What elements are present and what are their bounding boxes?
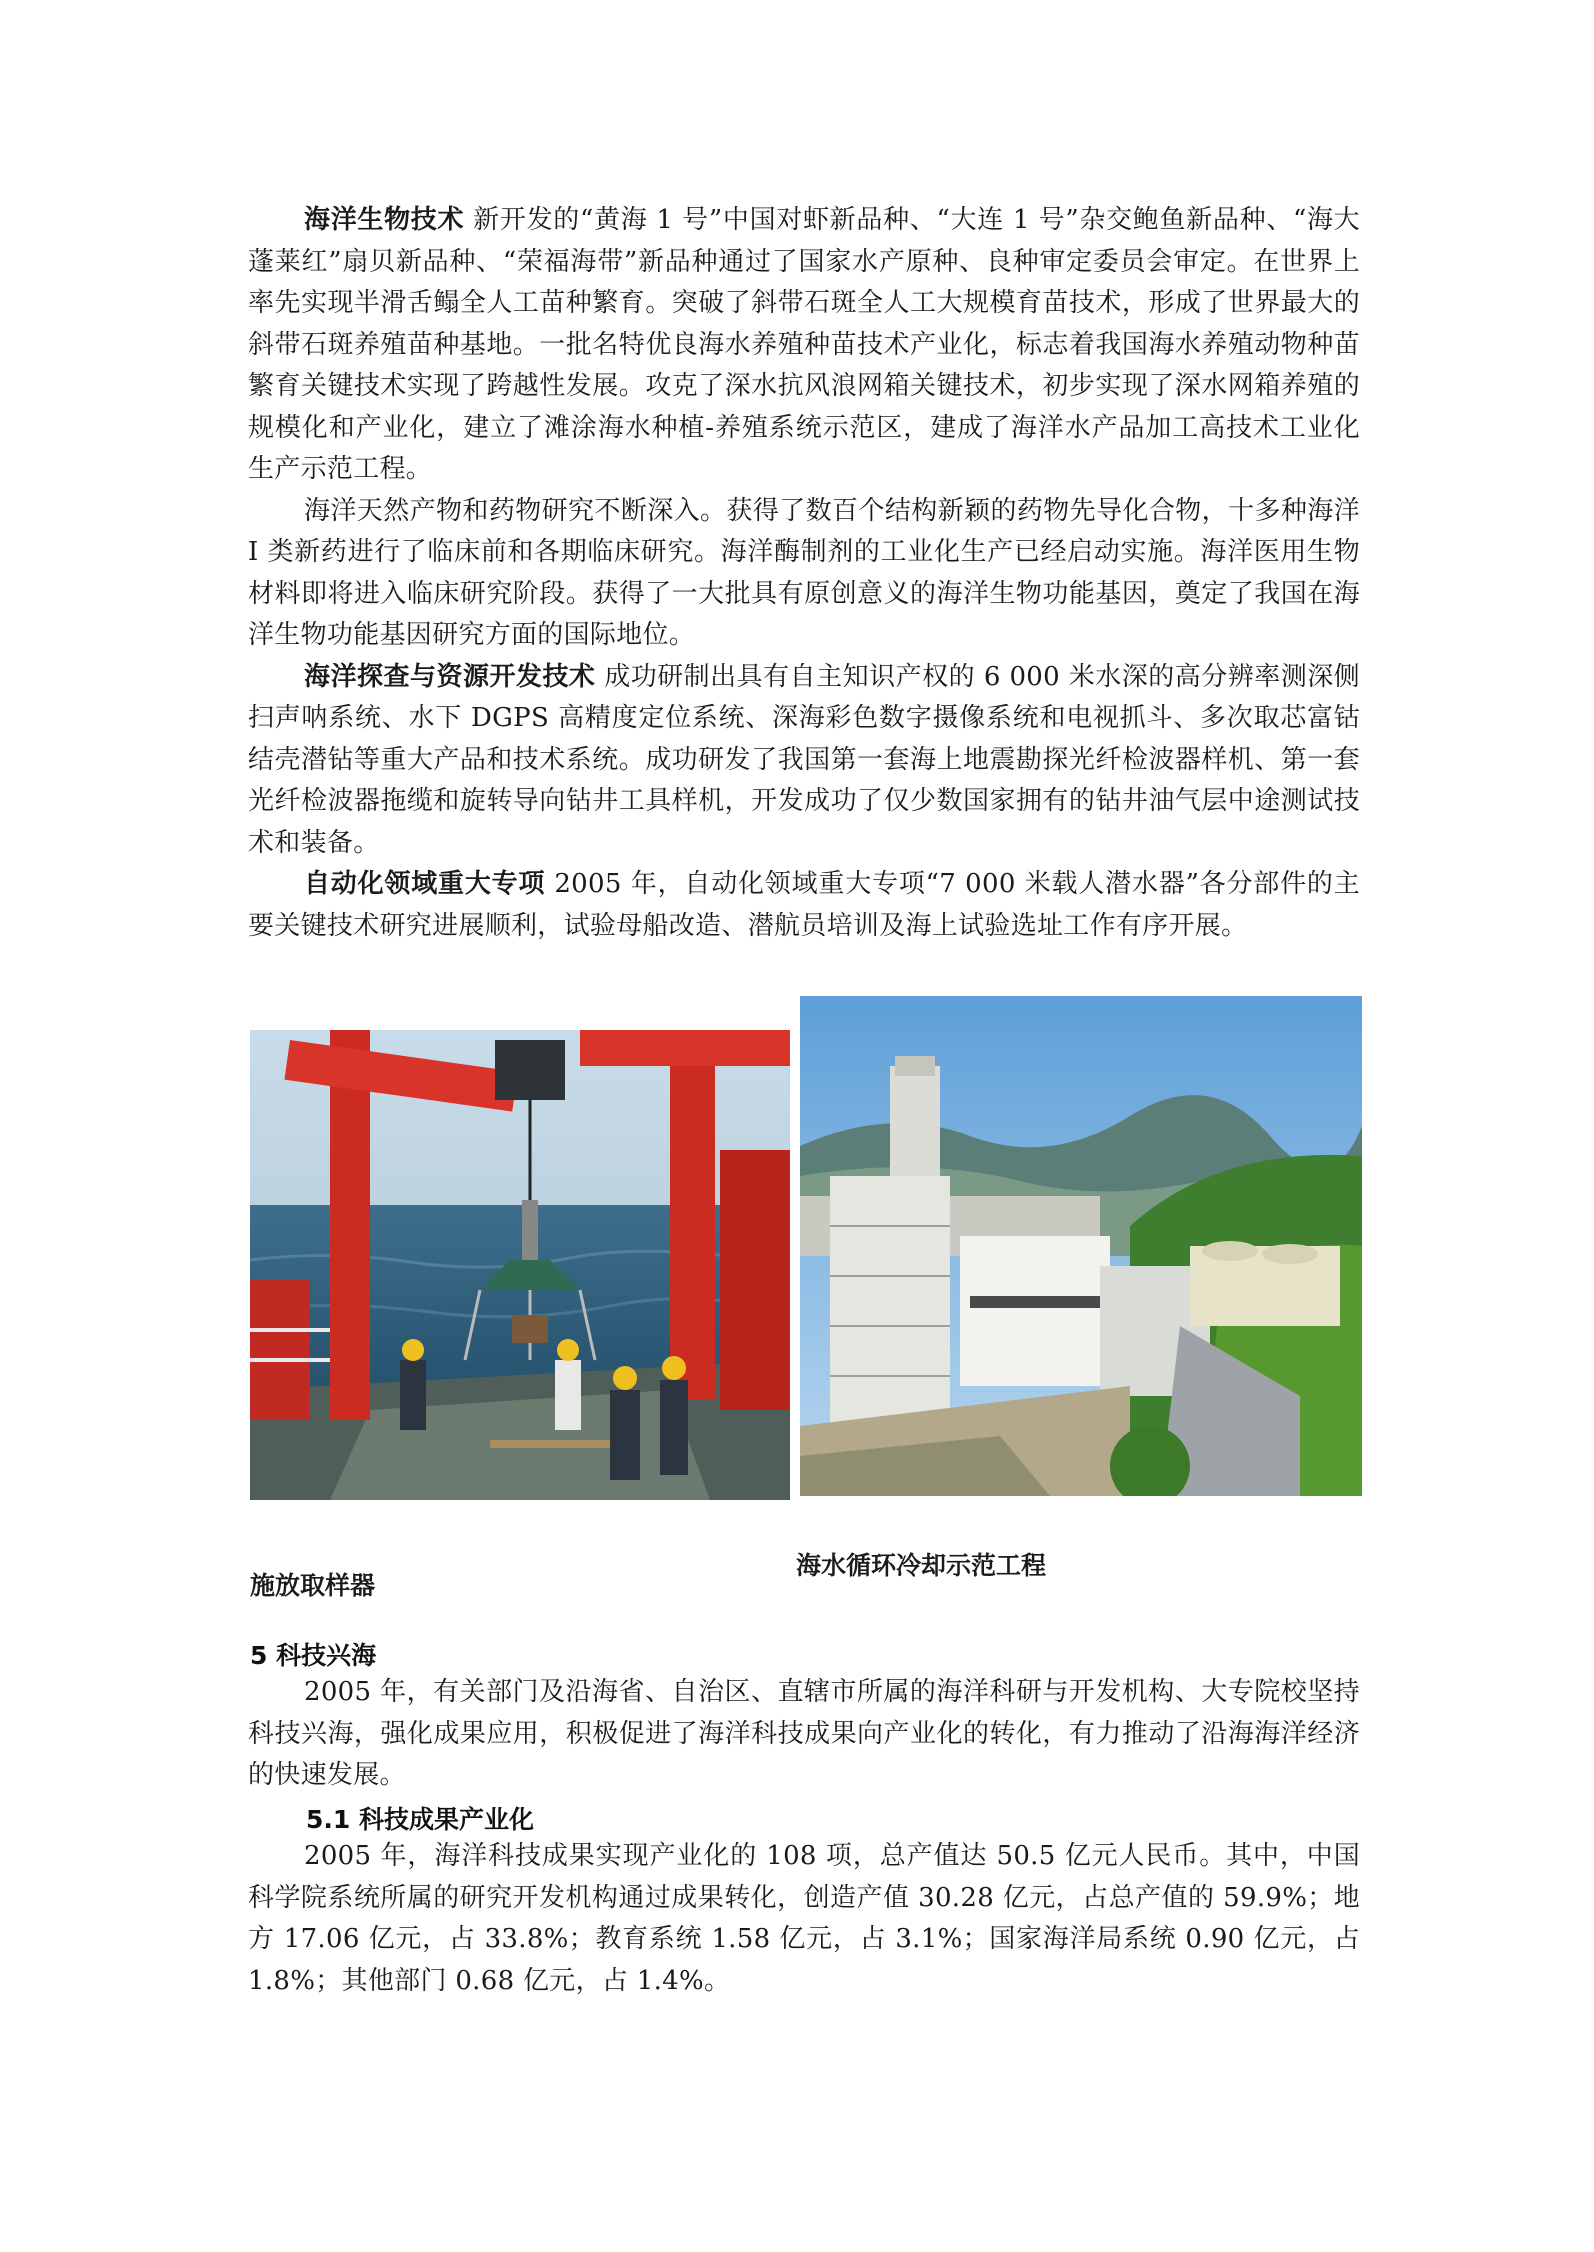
text-natural-products: 海洋天然产物和药物研究不断深入。获得了数百个结构新颖的药物先导化合物，十多种海洋 I 类新药进行了临床前和各期临床研究。海洋酶制剂的工业化生产已经启动实施。海洋医用生物材料即将进入临床研究阶段。获得了一大批具有原创意义的海洋生物功能基因，奠定了我国在海洋生物功能基因研究方面的国际地位。 bbox=[248, 495, 1360, 650]
intro-text-block bbox=[248, 200, 1360, 947]
paragraph-natural-products bbox=[248, 491, 1360, 657]
section-5-block bbox=[248, 1672, 1360, 1797]
paragraph-marine-bio bbox=[248, 200, 1360, 491]
photo-sampler-deployment bbox=[250, 1030, 790, 1500]
caption-seawater-cooling-plant: 海水循环冷却示范工程 bbox=[796, 1551, 1047, 1580]
paragraph-exploration bbox=[248, 657, 1360, 865]
lead-marine-bio: 海洋生物技术 bbox=[304, 205, 465, 235]
lead-exploration: 海洋探查与资源开发技术 bbox=[304, 661, 596, 692]
lead-automation: 自动化领域重大专项 bbox=[304, 869, 546, 899]
text-automation: 2005 年，自动化领域重大专项“7 000 米载人潜水器”各分部件的主要关键技术研究进展顺利，试验母船改造、潜航员培训及海上试验选址工作有序开展。 bbox=[248, 869, 1360, 941]
caption-sampler-deployment: 施放取样器 bbox=[250, 1571, 376, 1600]
paragraph-section-5-1: 2005 年，海洋科技成果实现产业化的 108 项，总产值达 50.5 亿元人民币。其中，中国科学院系统所属的研究开发机构通过成果转化，创造产值 30.28 亿元，占总产值的 59.9%；地方 17.06 亿元，占 33.8%；教育系统 1.58 亿元，占 3.1%；国家海洋局系统 0.90 亿元，占 1.8%；其他部门 0.68 亿元，占 1.4%。 bbox=[248, 1841, 1360, 1996]
text-exploration: 成功研制出具有自主知识产权的 6 000 米水深的高分辨率测深侧扫声呐系统、水下 DGPS 高精度定位系统、深海彩色数字摄像系统和电视抓斗、多次取芯富钴结壳潜钻等重大产品和技术系统。成功研发了我国第一套海上地震勘探光纤检波器样机、第一套光纤检波器拖缆和旋转导向钻井工具样机，开发成功了仅少数国家拥有的钻井油气层中途测试技术和装备。 bbox=[248, 661, 1360, 858]
heading-section-5: 5 科技兴海 bbox=[250, 1641, 377, 1670]
heading-section-5-1: 5.1 科技成果产业化 bbox=[306, 1805, 534, 1834]
section-5-1-block bbox=[248, 1836, 1360, 2002]
paragraph-automation bbox=[248, 864, 1360, 947]
text-marine-bio: 新开发的“黄海 1 号”中国对虾新品种、“大连 1 号”杂交鲍鱼新品种、“海大蓬莱红”扇贝新品种、“荣福海带”新品种通过了国家水产原种、良种审定委员会审定。在世界上率先实现半滑舌鳎全人工苗种繁育。突破了斜带石斑全人工大规模育苗技术，形成了世界最大的斜带石斑养殖苗种基地。一批名特优良海水养殖种苗技术产业化，标志着我国海水养殖动物种苗繁育关键技术实现了跨越性发展。攻克了深水抗风浪网箱关键技术，初步实现了深水网箱养殖的规模化和产业化，建立了滩涂海水种植-养殖系统示范区，建成了海洋水产品加工高技术工业化生产示范工程。 bbox=[248, 205, 1360, 484]
paragraph-section-5: 2005 年，有关部门及沿海省、自治区、直辖市所属的海洋科研与开发机构、大专院校坚持科技兴海，强化成果应用，积极促进了海洋科技成果向产业化的转化，有力推动了沿海海洋经济的快速发展。 bbox=[248, 1677, 1360, 1790]
photo-seawater-cooling-plant bbox=[800, 996, 1362, 1496]
